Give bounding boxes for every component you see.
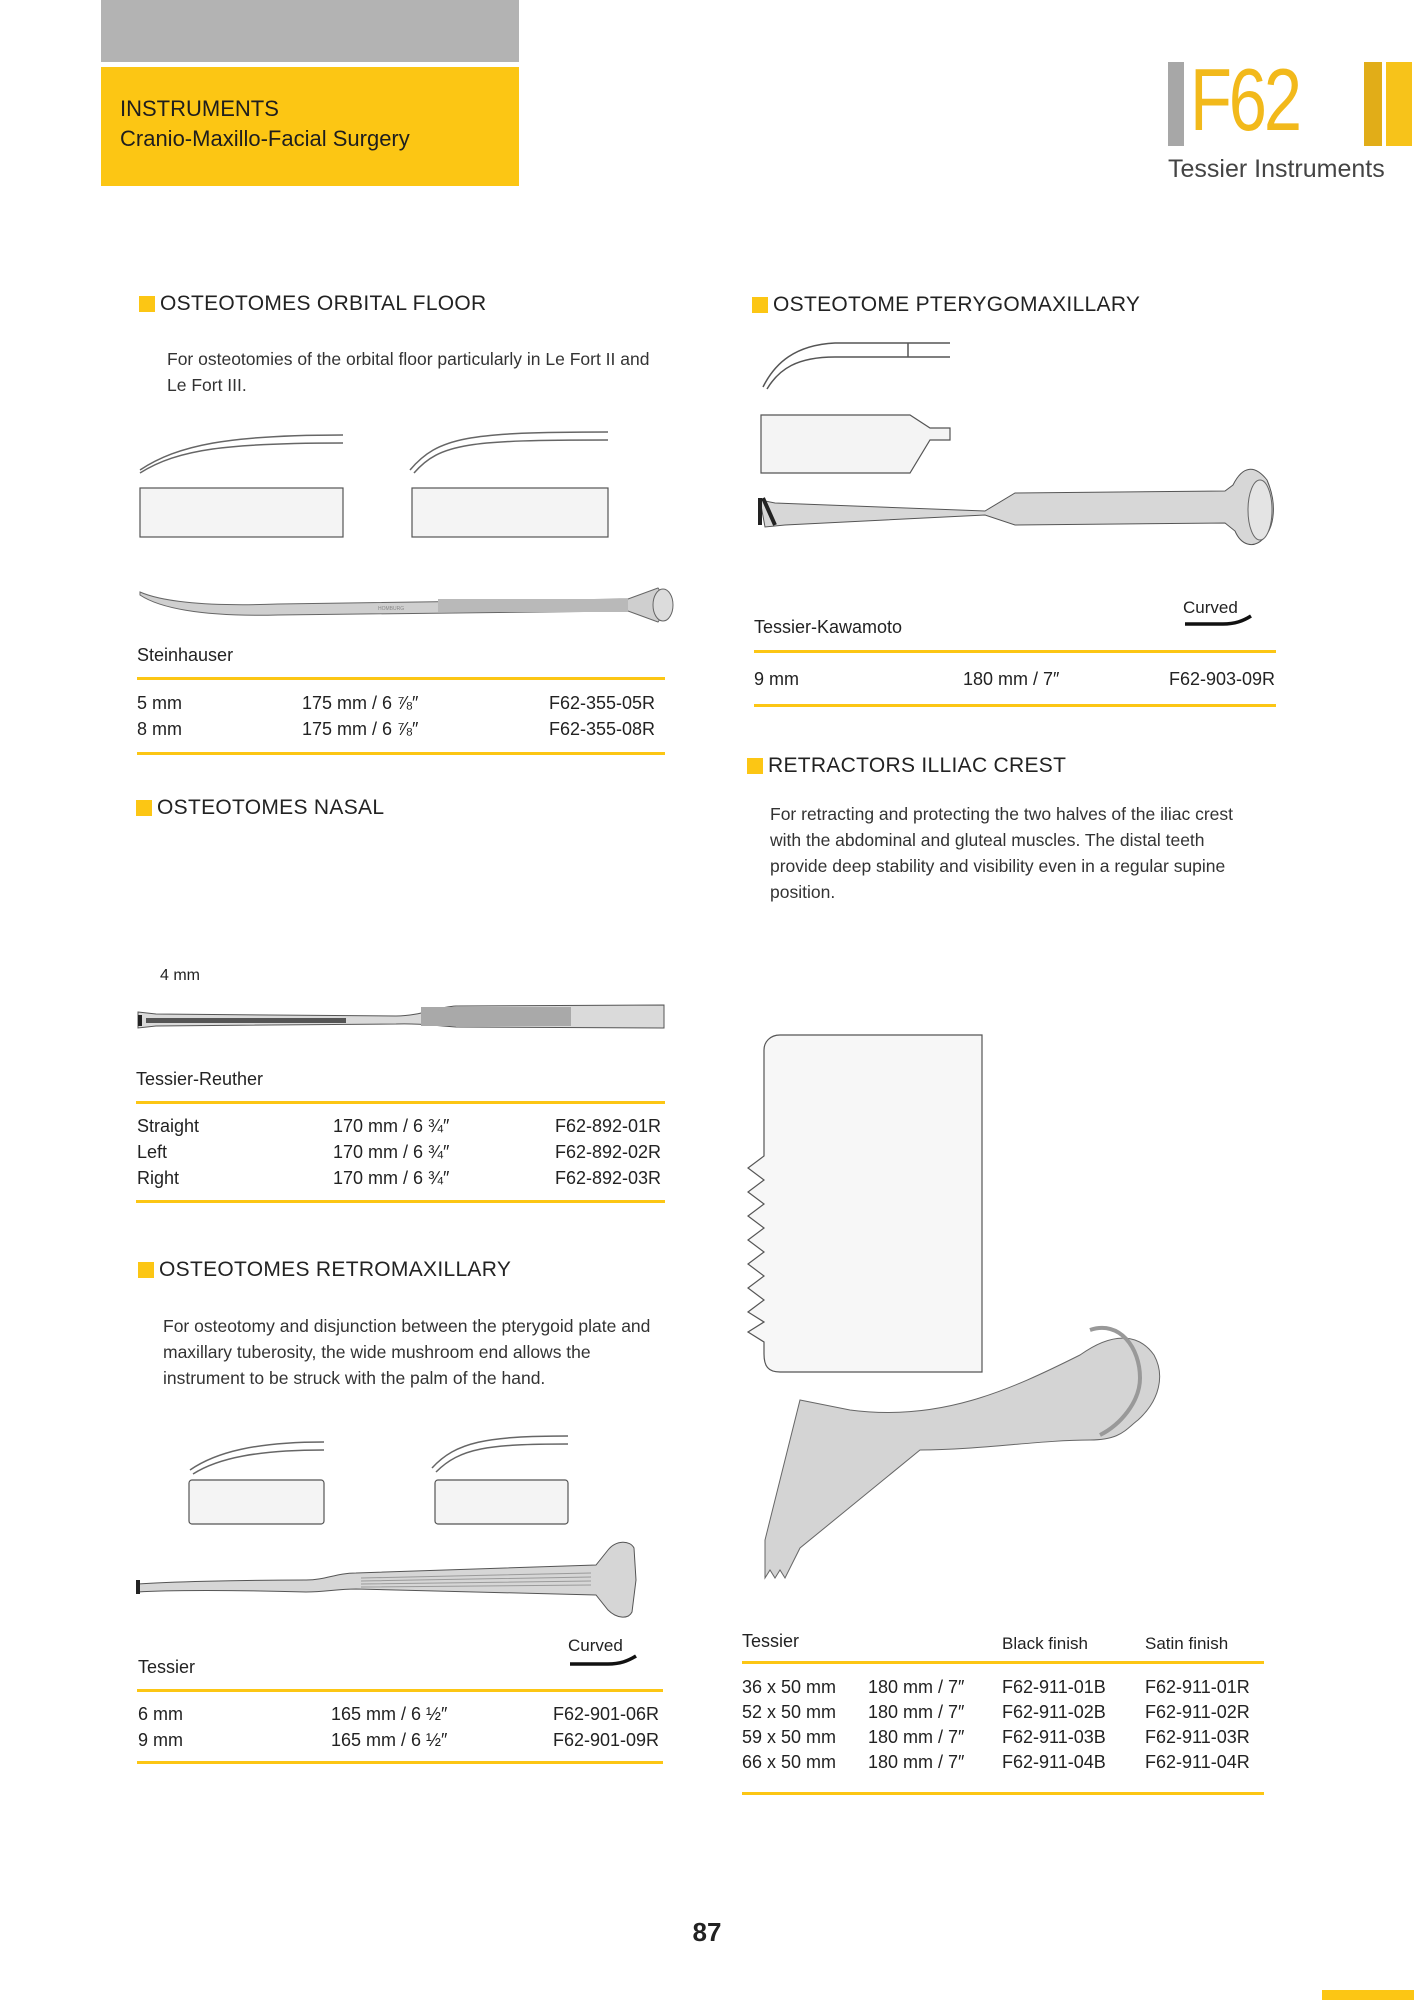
table-rule	[742, 1661, 1264, 1664]
table-rule	[136, 1101, 665, 1104]
curve-label: Curved	[1183, 598, 1238, 617]
retromaxillary-osteotome-illustration	[136, 1430, 666, 1610]
table-cell: F62-911-02R	[1145, 1702, 1250, 1722]
section-marker	[752, 297, 768, 313]
table-cell: F62-903-09R	[1169, 669, 1276, 689]
table-cell: Straight	[137, 1116, 200, 1136]
product-name-steinhauser: Steinhauser	[137, 645, 234, 665]
table-cell: 36 x 50 mm	[742, 1677, 837, 1697]
table-cell: 59 x 50 mm	[742, 1727, 837, 1747]
logo-code: F62	[1190, 50, 1299, 149]
table-cell: F62-901-06R	[553, 1704, 660, 1724]
table-rule	[754, 704, 1276, 707]
table-cell: F62-892-01R	[555, 1116, 662, 1136]
table-cell: 170 mm / 6 ¾″	[333, 1168, 450, 1188]
orbital-osteotome-illustration	[138, 425, 698, 645]
table-rule	[137, 1689, 663, 1692]
section-marker	[139, 296, 155, 312]
logo-stripe-dark	[1364, 62, 1382, 146]
column-header-black-finish: Black finish	[1002, 1634, 1088, 1653]
table-cell: F62-911-04R	[1145, 1752, 1250, 1772]
iliac-crest-description: For retracting and protecting the two halves of the iliac crest with the abdominal and gluteal muscles. The distal teeth provide deep stability and visibility even in a regular supine position.	[770, 804, 1234, 902]
table-cell: 180 mm / 7″	[868, 1727, 965, 1747]
page-number: 87	[692, 1917, 722, 1947]
table-cell: 9 mm	[138, 1730, 183, 1750]
table-cell: 52 x 50 mm	[742, 1702, 837, 1722]
section-marker	[136, 800, 152, 816]
table-cell: Left	[137, 1142, 168, 1162]
width-label: 4 mm	[160, 967, 200, 984]
table-cell: F62-892-03R	[555, 1168, 662, 1188]
curve-icon	[1183, 614, 1253, 634]
table-cell: 5 mm	[137, 693, 182, 713]
footer-corner-bar	[1322, 1990, 1414, 2000]
heading-orbital-floor: OSTEOTOMES ORBITAL FLOOR	[160, 292, 487, 315]
table-cell: Right	[137, 1168, 180, 1188]
table-rule	[742, 1792, 1264, 1795]
table-cell: 175 mm / 6 ⅞″	[302, 719, 419, 739]
table-cell: 180 mm / 7″	[868, 1702, 965, 1722]
product-name-tessier: Tessier	[138, 1657, 196, 1677]
table-rule	[754, 650, 1276, 653]
section-marker	[747, 758, 763, 774]
product-name-tessier-reuther: Tessier-Reuther	[136, 1069, 264, 1089]
logo-stripe-light	[1386, 62, 1412, 146]
header-category: INSTRUMENTS	[120, 96, 279, 121]
table-cell: 6 mm	[138, 1704, 183, 1724]
table-cell: F62-911-02B	[1002, 1702, 1106, 1722]
orbital-floor-description: For osteotomies of the orbital floor particularly in Le Fort II and Le Fort III.	[167, 349, 650, 395]
table-rule	[136, 1200, 665, 1203]
product-name-tessier: Tessier	[742, 1631, 800, 1651]
heading-pterygomaxillary: OSTEOTOME PTERYGOMAXILLARY	[773, 293, 1141, 316]
table-cell: F62-911-01R	[1145, 1677, 1250, 1697]
table-cell: F62-911-03R	[1145, 1727, 1250, 1747]
logo-grey-stripe	[1168, 62, 1184, 146]
table-cell: F62-355-05R	[549, 693, 656, 713]
table-cell: F62-911-01B	[1002, 1677, 1106, 1697]
table-cell: 170 mm / 6 ¾″	[333, 1116, 450, 1136]
table-cell: 165 mm / 6 ½″	[331, 1704, 448, 1724]
retromaxillary-description: For osteotomy and disjunction between the pterygoid plate and maxillary tuberosity, the wide mushroom end allows the instrument to be struck with the palm of the hand.	[163, 1316, 651, 1388]
section-marker	[138, 1262, 154, 1278]
pterygomaxillary-osteotome-illustration	[755, 335, 1275, 565]
table-cell: 170 mm / 6 ¾″	[333, 1142, 450, 1162]
product-name-tessier-kawamoto: Tessier-Kawamoto	[754, 617, 903, 637]
table-cell: 175 mm / 6 ⅞″	[302, 693, 419, 713]
column-header-satin-finish: Satin finish	[1145, 1634, 1229, 1653]
table-cell: F62-911-04B	[1002, 1752, 1106, 1772]
table-cell: 9 mm	[754, 669, 799, 689]
header-subcategory: Cranio-Maxillo-Facial Surgery	[120, 126, 410, 151]
nasal-osteotome-illustration	[136, 990, 666, 1040]
curve-icon	[568, 1655, 638, 1675]
engraving-label: HOMBURG	[378, 606, 405, 612]
table-rule	[137, 677, 665, 680]
header-grey-bar	[101, 0, 519, 62]
logo-subtitle: Tessier Instruments	[1168, 155, 1385, 183]
table-cell: 66 x 50 mm	[742, 1752, 837, 1772]
heading-nasal: OSTEOTOMES NASAL	[157, 796, 385, 819]
table-cell: F62-901-09R	[553, 1730, 660, 1750]
table-cell: F62-892-02R	[555, 1142, 662, 1162]
table-cell: 8 mm	[137, 719, 182, 739]
heading-iliac-crest: RETRACTORS ILLIAC CREST	[768, 754, 1067, 777]
table-cell: 180 mm / 7″	[868, 1752, 965, 1772]
table-cell: 180 mm / 7″	[868, 1677, 965, 1697]
curve-label: Curved	[568, 1636, 623, 1655]
iliac-retractor-illustration	[740, 1030, 1280, 1590]
table-cell: 165 mm / 6 ½″	[331, 1730, 448, 1750]
table-cell: F62-911-03B	[1002, 1727, 1106, 1747]
table-cell: 180 mm / 7″	[963, 669, 1060, 689]
heading-retromaxillary: OSTEOTOMES RETROMAXILLARY	[159, 1258, 512, 1281]
table-rule	[137, 1761, 663, 1764]
table-cell: F62-355-08R	[549, 719, 656, 739]
table-rule	[137, 752, 665, 755]
